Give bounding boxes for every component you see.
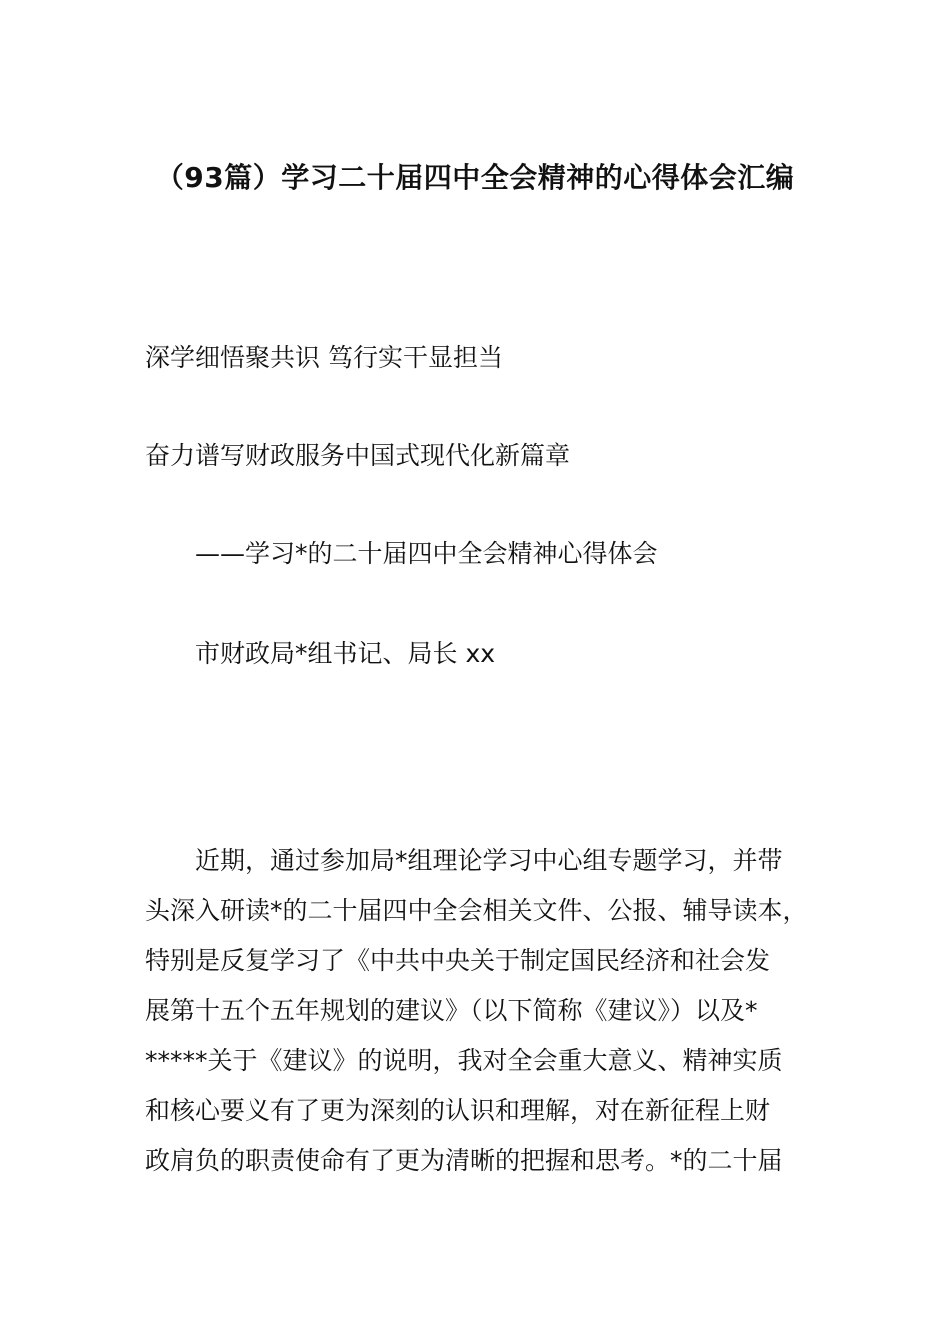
body-line: 近期，通过参加局*组理论学习中心组专题学习，并带 bbox=[195, 846, 783, 875]
heading-line-2: 奋力谱写财政服务中国式现代化新篇章 bbox=[145, 441, 571, 470]
heading-line-1: 深学细悟聚共识 笃行实干显担当 bbox=[145, 343, 503, 372]
body-line: 头深入研读*的二十届四中全会相关文件、公报、辅导读本， bbox=[145, 896, 808, 925]
body-line: 和核心要义有了更为深刻的认识和理解，对在新征程上财 bbox=[145, 1096, 771, 1125]
author-line: 市财政局*组书记、局长 xx bbox=[195, 639, 496, 668]
body-paragraph bbox=[145, 836, 825, 1186]
body-line: *****关于《建议》的说明，我对全会重大意义、精神实质 bbox=[145, 1046, 783, 1075]
body-line: 政肩负的职责使命有了更为清晰的把握和思考。*的二十届 bbox=[145, 1146, 783, 1175]
subheading: ——学习*的二十届四中全会精神心得体会 bbox=[195, 539, 658, 568]
body-line: 特别是反复学习了《中共中央关于制定国民经济和社会发 bbox=[145, 946, 771, 975]
document-title: （93篇）学习二十届四中全会精神的心得体会汇编 bbox=[155, 161, 795, 194]
body-line: 展第十五个五年规划的建议》（以下简称《建议》）以及* bbox=[145, 996, 758, 1025]
